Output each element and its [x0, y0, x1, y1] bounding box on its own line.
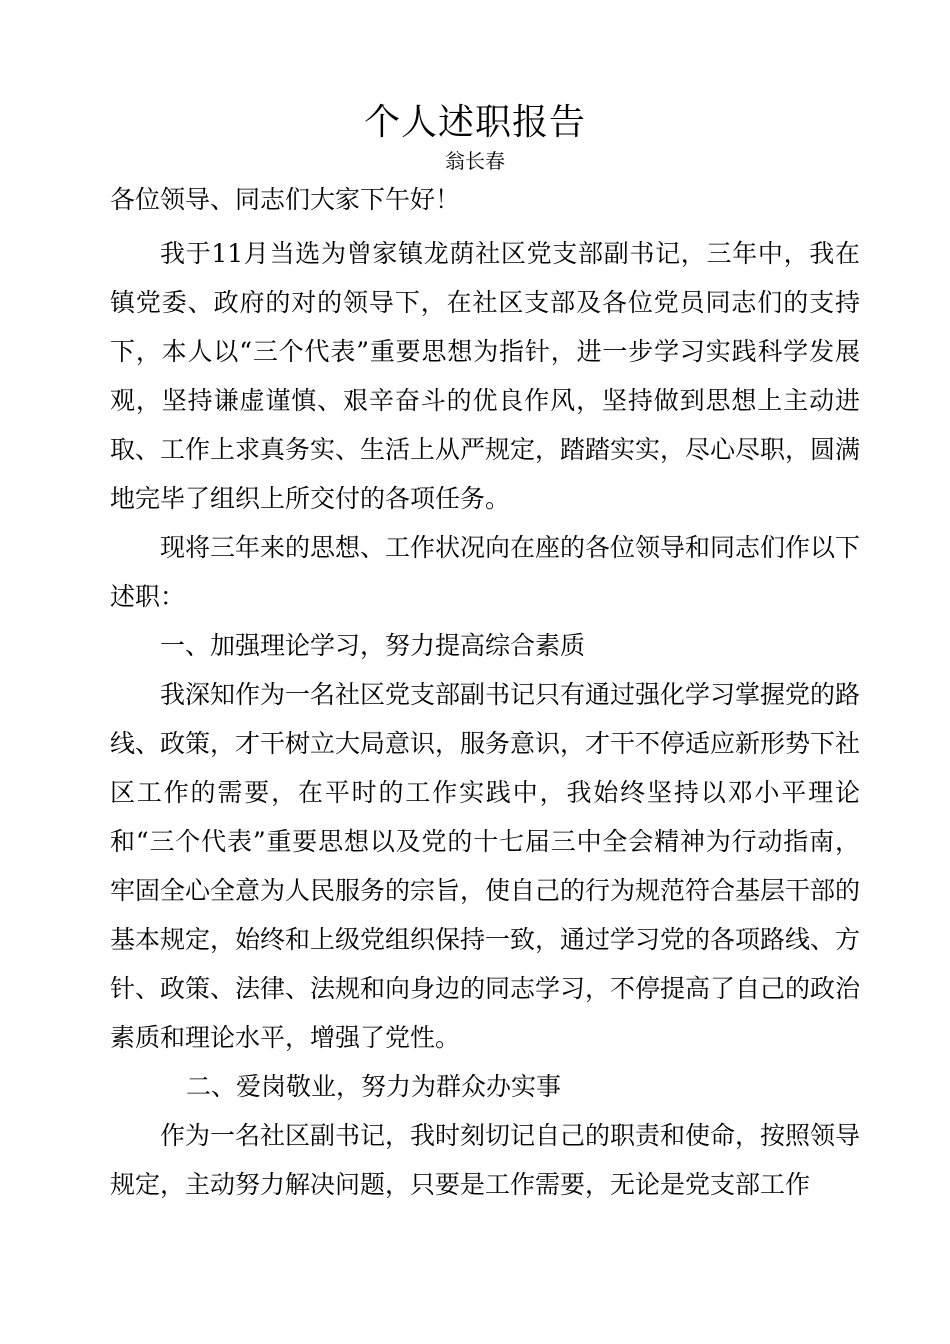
- section-body-1: 我深知作为一名社区党支部副书记只有通过强化学习掌握党的路线、政策，才干树立大局意识，服务意识，才干不停适应新形势下社区工作的需要，在平时的工作实践中，我始终坚持以邓小平理论和“三个代表”重要思想以及党的十七届三中全会精神为行动指南，牢固全心全意为人民服务的宗旨，使自己的行为规范符合基层干部的基本规定，始终和上级党组织保持一致，通过学习党的各项路线、方针、政策、法律、法规和向身边的同志学习，不停提高了自己的政治素质和理论水平，增强了党性。: [110, 680, 861, 1052]
- paragraph-overview: 现将三年来的思想、工作状况向在座的各位领导和同志们作以下述职：: [110, 533, 861, 611]
- section-body-2: 作为一名社区副书记，我时刻切记自己的职责和使命，按照领导规定，主动努力解决问题，只要是工作需要，无论是党支部工作: [110, 1121, 861, 1199]
- document-title: 个人述职报告: [363, 102, 586, 143]
- section-heading-1: 一、加强理论学习，努力提高综合素质: [160, 631, 586, 660]
- greeting: 各位领导、同志们大家下午好！: [110, 185, 461, 214]
- paragraph-intro: 我于11月当选为曾家镇龙荫社区党支部副书记，三年中，我在镇党委、政府的对的领导下，在社区支部及各位党员同志们的支持下，本人以“三个代表”重要思想为指针，进一步学习实践科学发展观，坚持谦虚谨慎、艰辛奋斗的优良作风，坚持做到思想上主动进取、工作上求真务实、生活上从严规定，踏踏实实，尽心尽职，圆满地完毕了组织上所交付的各项任务。: [110, 239, 861, 513]
- document-body: [110, 180, 860, 1209]
- document-author: 翁长春: [445, 149, 505, 173]
- section-heading-2: 二、爱岗敬业，努力为群众办实事: [186, 1072, 562, 1101]
